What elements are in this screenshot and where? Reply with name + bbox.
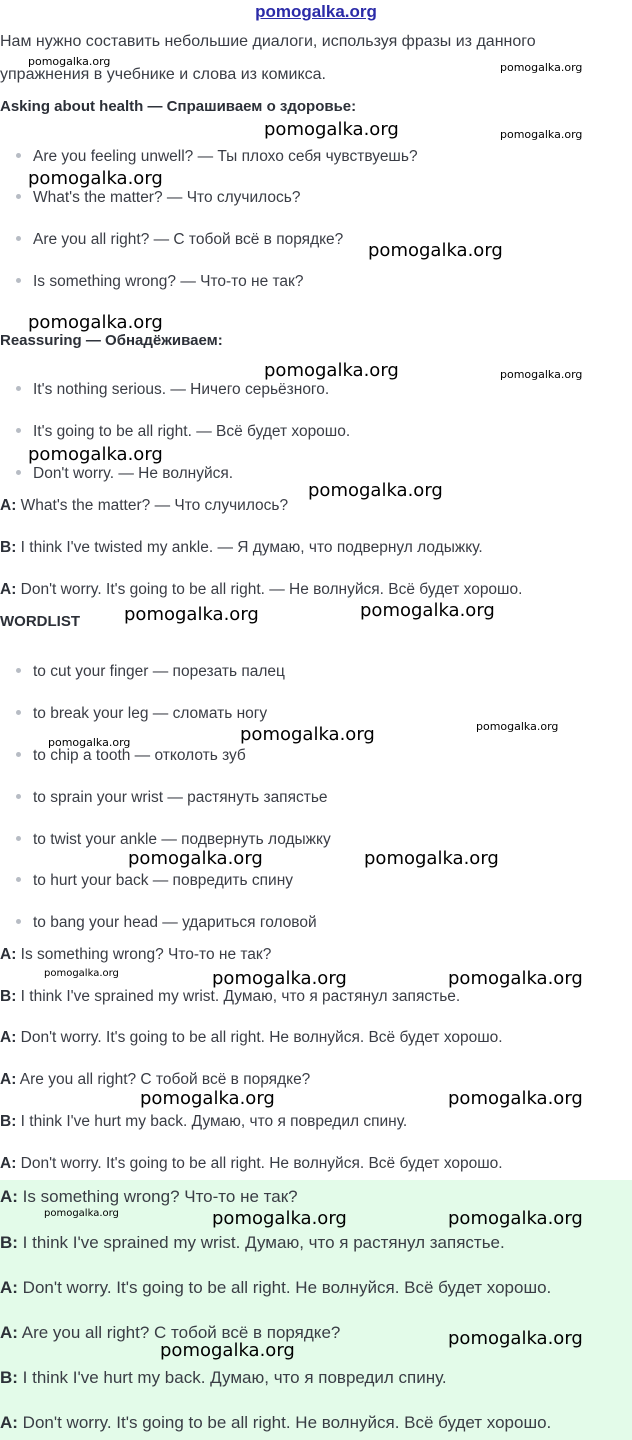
list-item bbox=[16, 189, 300, 207]
bullet-icon bbox=[16, 386, 21, 391]
intro-line-2: упражнения в учебнике и слова из комикса. bbox=[0, 66, 326, 83]
answer-line bbox=[0, 1233, 505, 1253]
list-item bbox=[16, 789, 328, 807]
list-item bbox=[16, 705, 267, 723]
answer-text: Don't worry. It's going to be all right. Не волнуйся. Всё будет хорошо. bbox=[17, 1413, 552, 1432]
list-item bbox=[16, 148, 418, 166]
speaker-label: B: bbox=[0, 1368, 18, 1387]
answer-line bbox=[0, 1368, 447, 1388]
speaker-label: B: bbox=[0, 539, 17, 556]
dialog-text: I think I've twisted my ankle. — Я думаю, что подвернул лодыжку. bbox=[16, 539, 483, 556]
list-item bbox=[16, 465, 233, 483]
dialog-line bbox=[0, 946, 271, 964]
bullet-icon bbox=[16, 153, 21, 158]
list-item bbox=[16, 381, 329, 399]
dialog-text: I think I've sprained my wrist. Думаю, что я растянул запястье. bbox=[16, 988, 461, 1005]
watermark: pomogalka.org bbox=[500, 128, 583, 141]
speaker-label: B: bbox=[0, 1113, 17, 1130]
bullet-icon bbox=[16, 470, 21, 475]
watermark: pomogalka.org bbox=[448, 1208, 583, 1229]
speaker-label: A: bbox=[0, 1187, 18, 1206]
health-heading: Asking about health — Спрашиваем о здоровье: bbox=[0, 98, 357, 115]
watermark: pomogalka.org bbox=[28, 168, 163, 189]
speaker-label: A: bbox=[0, 1155, 17, 1172]
speaker-label: A: bbox=[0, 1029, 17, 1046]
list-item-text: It's nothing serious. — Ничего серьёзного. bbox=[33, 381, 330, 398]
dialog-line bbox=[0, 539, 483, 557]
list-item bbox=[16, 747, 246, 765]
watermark: pomogalka.org bbox=[212, 1208, 347, 1229]
watermark: pomogalka.org bbox=[364, 848, 499, 869]
wordlist-heading: WORDLIST bbox=[0, 613, 80, 630]
bullet-icon bbox=[16, 794, 21, 799]
dialog-line bbox=[0, 1071, 310, 1089]
bullet-icon bbox=[16, 236, 21, 241]
list-item-text: It's going to be all right. — Всё будет хорошо. bbox=[33, 423, 351, 440]
speaker-label: B: bbox=[0, 1233, 18, 1252]
list-item bbox=[16, 231, 343, 249]
speaker-label: B: bbox=[0, 988, 17, 1005]
speaker-label: A: bbox=[0, 1413, 18, 1432]
watermark: pomogalka.org bbox=[128, 848, 263, 869]
watermark: pomogalka.org bbox=[124, 604, 259, 625]
list-item-text: Are you feeling unwell? — Ты плохо себя чувствуешь? bbox=[33, 148, 418, 165]
list-item-text: to break your leg — сломать ногу bbox=[33, 705, 268, 722]
watermark: pomogalka.org bbox=[140, 1088, 275, 1109]
dialog-text: Don't worry. It's going to be all right. Не волнуйся. Всё будет хорошо. bbox=[16, 1155, 503, 1172]
list-item bbox=[16, 273, 303, 291]
watermark: pomogalka.org bbox=[160, 1340, 295, 1361]
bullet-icon bbox=[16, 668, 21, 673]
bullet-icon bbox=[16, 278, 21, 283]
answer-text: I think I've hurt my back. Думаю, что я повредил спину. bbox=[17, 1368, 447, 1387]
watermark: pomogalka.org bbox=[500, 368, 583, 381]
watermark: pomogalka.org bbox=[28, 312, 163, 333]
watermark: pomogalka.org bbox=[28, 55, 111, 68]
dialog-text: Are you all right? С тобой всё в порядке? bbox=[16, 1071, 311, 1088]
dialog-line bbox=[0, 1113, 407, 1131]
watermark: pomogalka.org bbox=[264, 360, 399, 381]
list-item-text: to twist your ankle — подвернуть лодыжку bbox=[33, 831, 331, 848]
list-item-text: to hurt your back — повредить спину bbox=[33, 872, 294, 889]
dialog-text: Don't worry. It's going to be all right. — Не волнуйся. Всё будет хорошо. bbox=[16, 581, 523, 598]
site-link[interactable]: pomogalka.org bbox=[255, 2, 377, 21]
list-item bbox=[16, 914, 317, 932]
list-item-text: Is something wrong? — Что-то не так? bbox=[33, 273, 304, 290]
speaker-label: A: bbox=[0, 946, 17, 963]
list-item-text: Are you all right? — С тобой всё в порядке? bbox=[33, 231, 344, 248]
dialog-line bbox=[0, 1029, 503, 1047]
watermark: pomogalka.org bbox=[28, 444, 163, 465]
speaker-label: A: bbox=[0, 1071, 17, 1088]
speaker-label: A: bbox=[0, 1278, 18, 1297]
list-item-text: to chip a tooth — отколоть зуб bbox=[33, 747, 246, 764]
list-item-text: to cut your finger — порезать палец bbox=[33, 663, 285, 680]
answer-text: Are you all right? С тобой всё в порядке? bbox=[17, 1323, 341, 1342]
watermark: pomogalka.org bbox=[264, 119, 399, 140]
answer-line bbox=[0, 1413, 551, 1433]
intro-line-1: Нам нужно составить небольшие диалоги, используя фразы из данного bbox=[0, 33, 536, 50]
bullet-icon bbox=[16, 710, 21, 715]
watermark: pomogalka.org bbox=[44, 1208, 119, 1219]
watermark: pomogalka.org bbox=[476, 720, 559, 733]
list-item bbox=[16, 831, 331, 849]
bullet-icon bbox=[16, 877, 21, 882]
list-item-text: Don't worry. — Не волнуйся. bbox=[33, 465, 234, 482]
watermark: pomogalka.org bbox=[448, 1088, 583, 1109]
bullet-icon bbox=[16, 752, 21, 757]
watermark: pomogalka.org bbox=[44, 968, 119, 979]
list-item-text: to sprain your wrist — растянуть запястье bbox=[33, 789, 328, 806]
watermark: pomogalka.org bbox=[368, 240, 503, 261]
answer-text: Is something wrong? Что-то не так? bbox=[17, 1187, 298, 1206]
bullet-icon bbox=[16, 919, 21, 924]
dialog-line bbox=[0, 1155, 503, 1173]
watermark: pomogalka.org bbox=[500, 61, 583, 74]
watermark: pomogalka.org bbox=[48, 736, 131, 749]
watermark: pomogalka.org bbox=[308, 480, 443, 501]
dialog-line bbox=[0, 581, 522, 599]
watermark: pomogalka.org bbox=[448, 968, 583, 989]
dialog-text: What's the matter? — Что случилось? bbox=[16, 497, 289, 514]
list-item-text: What's the matter? — Что случилось? bbox=[33, 189, 301, 206]
dialog-line bbox=[0, 497, 288, 515]
answer-text: I think I've sprained my wrist. Думаю, что я растянул запястье. bbox=[17, 1233, 505, 1252]
speaker-label: A: bbox=[0, 1323, 18, 1342]
dialog-line bbox=[0, 988, 460, 1006]
list-item-text: to bang your head — удариться головой bbox=[33, 914, 317, 931]
bullet-icon bbox=[16, 428, 21, 433]
speaker-label: A: bbox=[0, 581, 17, 598]
bullet-icon bbox=[16, 194, 21, 199]
speaker-label: A: bbox=[0, 497, 17, 514]
dialog-text: I think I've hurt my back. Думаю, что я повредил спину. bbox=[16, 1113, 408, 1130]
bullet-icon bbox=[16, 836, 21, 841]
watermark: pomogalka.org bbox=[240, 724, 375, 745]
list-item bbox=[16, 423, 350, 441]
reassuring-heading: Reassuring — Обнадёживаем: bbox=[0, 332, 223, 349]
answer-text: Don't worry. It's going to be all right. Не волнуйся. Всё будет хорошо. bbox=[17, 1278, 552, 1297]
watermark: pomogalka.org bbox=[448, 1328, 583, 1349]
dialog-text: Is something wrong? Что-то не так? bbox=[16, 946, 272, 963]
answer-line bbox=[0, 1278, 551, 1298]
list-item bbox=[16, 663, 285, 681]
watermark: pomogalka.org bbox=[360, 600, 495, 621]
list-item bbox=[16, 872, 293, 890]
watermark: pomogalka.org bbox=[212, 968, 347, 989]
answer-line bbox=[0, 1187, 298, 1207]
dialog-text: Don't worry. It's going to be all right. Не волнуйся. Всё будет хорошо. bbox=[16, 1029, 503, 1046]
